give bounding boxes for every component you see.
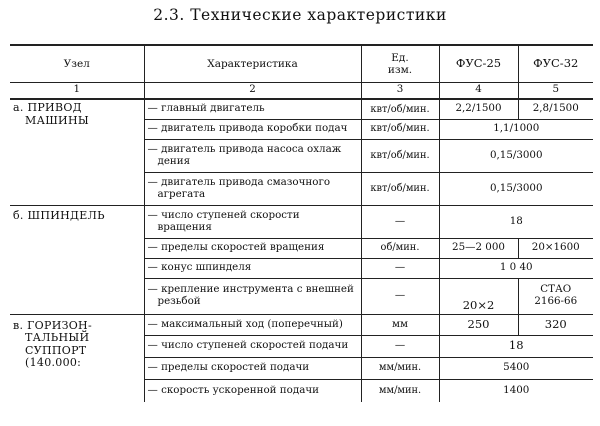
value-fus32-cell xyxy=(518,278,593,314)
value-shared-cell: 0,15/3000 xyxy=(439,139,593,172)
value-shared-cell: 5400 xyxy=(439,357,593,379)
characteristic-line: — крепление инструмента с внешней xyxy=(147,283,354,296)
column-number-2: 2 xyxy=(144,82,361,99)
group-label-drive xyxy=(10,99,144,205)
value-shared-cell: 1 0 40 xyxy=(439,258,593,278)
characteristic-line: вращения xyxy=(157,220,212,233)
measure-cell: квт/об/мин. xyxy=(361,119,439,139)
value-shared-cell: 18 xyxy=(439,335,593,357)
header-model-fus25: ФУС-25 xyxy=(439,45,518,82)
characteristic-cell xyxy=(144,205,361,238)
measure-cell: — xyxy=(361,258,439,278)
column-number-5: 5 xyxy=(518,82,593,99)
header-unit: Узел xyxy=(10,45,144,82)
table-row xyxy=(10,99,593,119)
value-shared-cell: 18 xyxy=(439,205,593,238)
characteristic-line: резьбой xyxy=(157,295,201,307)
group-label-line: ТАЛЬНЫЙ xyxy=(25,331,90,345)
group-label-line: б. ШПИНДЕЛЬ xyxy=(13,208,105,222)
value-shared-cell: 1,1/1000 xyxy=(439,119,593,139)
measure-cell: квт/об/мин. xyxy=(361,139,439,172)
value-shared-cell: 0,15/3000 xyxy=(439,172,593,205)
header-model-fus32: ФУС-32 xyxy=(518,45,593,82)
measure-cell: мм/мин. xyxy=(361,379,439,402)
column-number-row xyxy=(10,82,593,99)
characteristic-cell: — двигатель привода коробки подач xyxy=(144,119,361,139)
value-fus32-cell: 320 xyxy=(518,314,593,335)
group-label-line: а. ПРИВОД xyxy=(13,101,82,114)
characteristic-cell xyxy=(144,172,361,205)
header-characteristic: Характеристика xyxy=(144,45,361,82)
measure-cell: об/мин. xyxy=(361,238,439,258)
header-measure-line2: изм. xyxy=(387,63,413,76)
measure-cell: мм xyxy=(361,314,439,335)
column-number-3: 3 xyxy=(361,82,439,99)
characteristic-cell: — конус шпинделя xyxy=(144,258,361,278)
characteristic-cell: — главный двигатель xyxy=(144,99,361,119)
measure-cell: — xyxy=(361,278,439,314)
characteristic-line: — двигатель привода насоса охлаж xyxy=(147,142,342,155)
measure-cell: квт/об/мин. xyxy=(361,99,439,119)
characteristic-cell: — максимальный ход (поперечный) xyxy=(144,314,361,335)
table-row xyxy=(10,314,593,335)
header-measure-line1: Ед. xyxy=(391,51,409,64)
group-label-spindle xyxy=(10,205,144,314)
header-measure xyxy=(361,45,439,82)
specifications-table xyxy=(10,44,593,402)
column-number-4: 4 xyxy=(439,82,518,99)
value-line: СТАО xyxy=(540,283,572,296)
characteristic-line: — двигатель привода смазочного xyxy=(147,175,331,188)
characteristic-cell xyxy=(144,139,361,172)
value-fus32-cell: 2,8/1500 xyxy=(518,99,593,119)
group-label-cross-slide xyxy=(10,314,144,402)
characteristic-cell: — пределы скоростей вращения xyxy=(144,238,361,258)
value-fus25-cell: 20×2 xyxy=(439,278,518,314)
characteristic-cell: — число ступеней скоростей подачи xyxy=(144,335,361,357)
value-fus32-cell: 20×1600 xyxy=(518,238,593,258)
value-fus25-cell: 250 xyxy=(439,314,518,335)
group-label-line: СУППОРТ xyxy=(25,343,87,357)
value-fus25-cell: 25—2 000 xyxy=(439,238,518,258)
characteristic-line: — число ступеней скорости xyxy=(147,208,300,221)
characteristic-cell: — пределы скоростей подачи xyxy=(144,357,361,379)
column-number-1: 1 xyxy=(10,82,144,99)
group-label-line: (140.000: xyxy=(25,356,82,370)
characteristic-cell: — скорость ускоренной подачи xyxy=(144,379,361,402)
value-shared-cell: 1400 xyxy=(439,379,593,402)
value-fus25-cell: 2,2/1500 xyxy=(439,99,518,119)
group-label-line: в. ГОРИЗОН- xyxy=(13,318,92,332)
measure-cell: квт/об/мин. xyxy=(361,172,439,205)
header-row xyxy=(10,45,593,82)
table-row xyxy=(10,205,593,238)
characteristic-line: дения xyxy=(157,154,191,167)
measure-cell: мм/мин. xyxy=(361,357,439,379)
value-line: 2166-66 xyxy=(534,295,578,307)
measure-cell: — xyxy=(361,205,439,238)
characteristic-line: агрегата xyxy=(157,187,206,200)
measure-cell: — xyxy=(361,335,439,357)
group-label-line: МАШИНЫ xyxy=(25,113,89,127)
section-title: 2.3. Технические характеристики xyxy=(153,6,447,24)
characteristic-cell xyxy=(144,278,361,314)
